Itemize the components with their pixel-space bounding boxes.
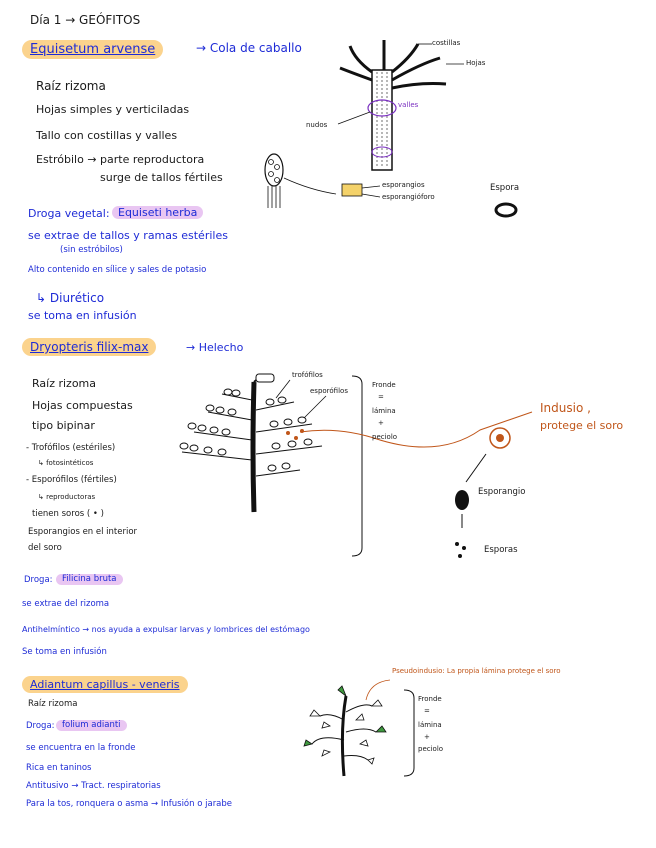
section2-plant-name: Dryopteris filix-max <box>22 338 156 356</box>
s2-line: ↳ reproductoras <box>38 493 96 501</box>
label-esporangios: esporangios <box>382 181 425 189</box>
s1-extra: Alto contenido en sílice y sales de potasio <box>28 265 207 275</box>
s1-line: Estróbilo → parte reproductora <box>36 153 205 166</box>
s1-extra: se extrae de tallos y ramas estériles <box>28 229 228 242</box>
s1-droga: Equiseti herba <box>112 206 203 219</box>
label-espora: Espora <box>490 183 520 193</box>
label-esporofilos: esporófilos <box>310 387 348 395</box>
label-esporas: Esporas <box>484 545 518 555</box>
label-valles: valles <box>398 101 419 109</box>
s3-extra: Para la tos, ronquera o asma → Infusión o jarabe <box>26 799 233 809</box>
label-costillas: costillas <box>432 39 461 47</box>
s3-droga-label: Droga: <box>26 721 55 731</box>
label-esporangio: Esporangio <box>478 487 526 497</box>
label-lamina: lámina <box>372 407 396 415</box>
s2-line: tienen soros ( • ) <box>32 509 104 519</box>
s3-extra: Rica en taninos <box>26 763 92 773</box>
label-hojas: Hojas <box>466 59 486 67</box>
s3-line: Raíz rizoma <box>28 699 78 709</box>
s1-extra: (sin estróbilos) <box>60 245 123 255</box>
s2-line: - Trofófilos (estériles) <box>26 443 116 453</box>
section1-plant-name: Equisetum arvense <box>22 40 163 59</box>
label-indusio: Indusio , <box>540 401 591 415</box>
label-esporangioforo: esporangióforo <box>382 193 435 201</box>
s2-line: del soro <box>28 543 62 553</box>
s2-extra: se extrae del rizoma <box>22 599 110 609</box>
s1-line: Tallo con costillas y valles <box>36 129 178 142</box>
s1-line: Raíz rizoma <box>36 79 106 93</box>
label-plus: + <box>378 419 384 427</box>
s3-extra: se encuentra en la fronde <box>26 743 136 753</box>
s2-line: Esporangios en el interior <box>28 527 138 537</box>
label-fronde-3: Fronde <box>418 695 442 703</box>
label-pseudoindusio: Pseudoindusio: La propia lámina protege el soro <box>392 667 561 675</box>
label-fronde: Fronde <box>372 381 396 389</box>
s2-line: ↳ fotosintéticos <box>38 459 94 467</box>
label-lamina-3: lámina <box>418 721 442 729</box>
s2-line: Hojas compuestas <box>32 399 133 412</box>
s1-extra: ↳ Diurético <box>36 291 105 305</box>
label-equals: = <box>378 393 384 401</box>
label-plus-3: + <box>424 733 430 741</box>
s2-line: - Esporófilos (fértiles) <box>26 475 117 485</box>
s1-line: Hojas simples y verticiladas <box>36 103 190 116</box>
s2-line: tipo bipinar <box>32 419 95 432</box>
s2-line: Raíz rizoma <box>32 377 97 390</box>
label-protege: protege el soro <box>540 419 624 432</box>
section3-plant-name: Adiantum capillus - veneris <box>22 676 188 693</box>
s3-extra: Antitusivo → Tract. respiratorias <box>26 781 161 791</box>
s2-droga-label: Droga: <box>24 575 53 585</box>
s1-extra: se toma en infusión <box>28 309 137 322</box>
s1-line: surge de tallos fértiles <box>100 171 223 184</box>
s2-droga: Filicina bruta <box>56 574 123 585</box>
s2-extra: Se toma en infusión <box>22 647 107 657</box>
s2-extra: Antihelmíntico → nos ayuda a expulsar larvas y lombrices del estómago <box>22 625 310 634</box>
section1-common-name: → Cola de caballo <box>196 41 302 55</box>
label-trofofilos: trofófilos <box>292 371 323 379</box>
label-nudos: nudos <box>306 121 328 129</box>
page-title: Día 1 → GEÓFITOS <box>30 13 141 27</box>
label-peciolo: peciolo <box>372 433 398 441</box>
label-peciolo-3: peciolo <box>418 745 444 753</box>
label-equals-3: = <box>424 707 430 715</box>
section2-common-name: → Helecho <box>186 341 244 354</box>
s1-droga-label: Droga vegetal: <box>28 207 110 220</box>
s3-droga: folium adianti <box>56 720 127 731</box>
